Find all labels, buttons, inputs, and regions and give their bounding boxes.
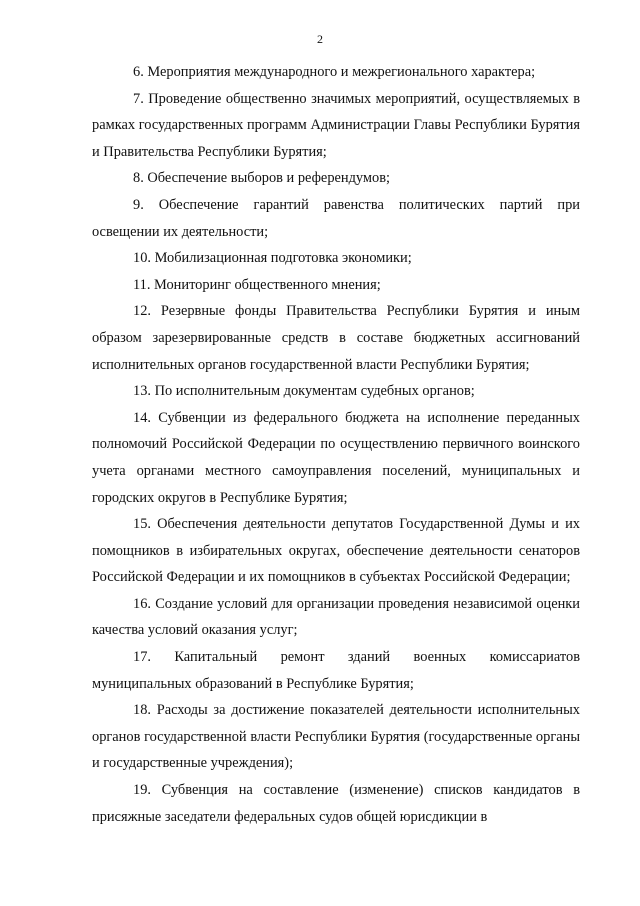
paragraph-item-12: 12. Резервные фонды Правительства Республики Бурятия и иным образом зарезервированные средств в составе бюджетных ассигнований исполнительных органов государственной власти Республики Бурятия; [92,303,580,373]
paragraph-item-6: 6. Мероприятия международного и межрегионального характера; [133,64,536,80]
paragraph-item-10: 10. Мобилизационная подготовка экономики; [133,250,412,267]
paragraph-item-8: 8. Обеспечение выборов и референдумов; [133,170,391,187]
paragraph-item-19: 19. Субвенция на составление (изменение) списков кандидатов в присяжные заседатели федеральных судов общей юрисдикции в [92,782,580,825]
paragraph-item-14: 14. Субвенции из федерального бюджета на исполнение переданных полномочий Российской Федерации по осуществлению первичного воинского учета органами местного самоуправления поселений, муниципальных и городских округов в Республике Бурятия; [92,409,580,506]
paragraph-item-7: 7. Проведение общественно значимых мероприятий, осуществляемых в рамках государственных программ Администрации Главы Республики Бурятия и Правительства Республики Бурятия; [92,90,580,160]
paragraph-item-18: 18. Расходы за достижение показателей деятельности исполнительных органов государственной власти Республики Бурятия (государственные органы и государственные учреждения); [92,702,580,772]
paragraph-item-9: 9. Обеспечение гарантий равенства политических партий при освещении их деятельности; [92,196,580,240]
paragraph-item-15: 15. Обеспечения деятельности депутатов Государственной Думы и их помощников в избирательных округах, обеспечение деятельности сенаторов Российской Федерации и их помощников в субъектах Российской Федерации; [92,516,580,586]
paragraph-item-17: 17. Капитальный ремонт зданий военных комиссариатов муниципальных образований в Республике Бурятия; [92,649,580,692]
document-body [92,59,580,830]
paragraph-item-13: 13. По исполнительным документам судебных органов; [133,383,475,400]
paragraph-item-16: 16. Создание условий для организации проведения независимой оценки качества условий оказания услуг; [92,595,580,639]
paragraph-item-11: 11. Мониторинг общественного мнения; [133,276,381,293]
page-number: 2 [317,32,323,46]
